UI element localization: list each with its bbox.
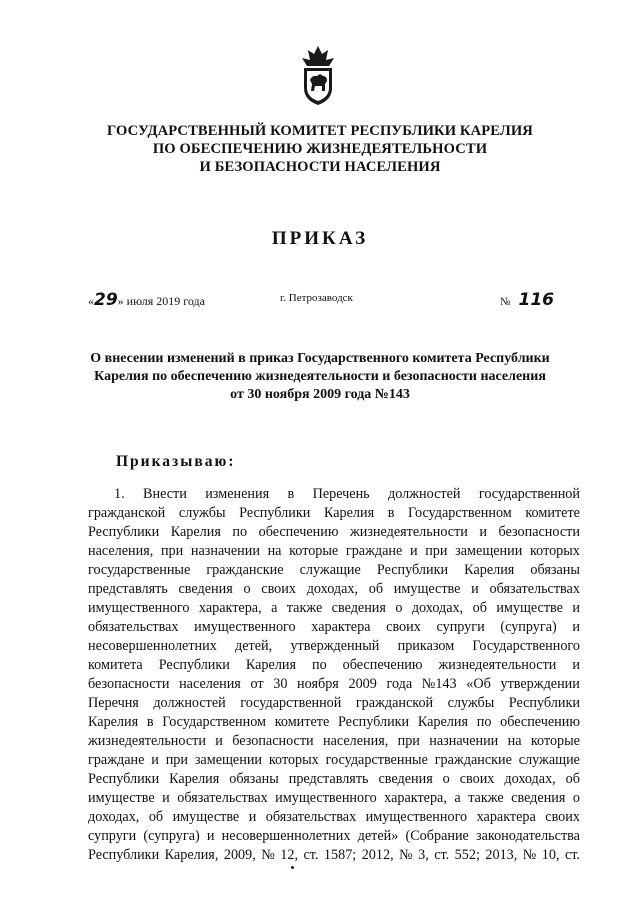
paragraph-word: 2012, <box>361 847 394 863</box>
paragraph-word: гражданские <box>434 752 512 768</box>
paragraph-word: 1587; <box>323 847 357 863</box>
paragraph-word: жизнедеятельности <box>88 733 206 749</box>
paragraph-word: года <box>386 676 413 692</box>
paragraph-word: и <box>572 619 580 635</box>
paragraph-word: имуществе <box>172 809 240 825</box>
paragraph-word: Государственного <box>472 638 580 654</box>
paragraph-word: Перечня <box>88 695 139 711</box>
paragraph-word: своих <box>261 581 296 597</box>
paragraph-word: обязательствах <box>489 581 580 597</box>
paragraph-word: о <box>395 600 403 616</box>
paragraph-word: обязательствах <box>88 619 179 635</box>
paragraph-word: Государственном <box>162 714 266 730</box>
paragraph-word: Республики <box>508 695 580 711</box>
date-prefix: « <box>88 294 94 308</box>
paragraph-word: доходах, <box>411 600 464 616</box>
paragraph-word: своих <box>386 619 421 635</box>
paragraph-word: Республики <box>337 714 410 730</box>
paragraph-word: при <box>165 752 188 768</box>
paragraph-word: Карелия, <box>164 847 219 863</box>
paragraph-word: ноября <box>297 676 339 692</box>
agency-line-2: ПО ОБЕСПЕЧЕНИЮ ЖИЗНЕДЕЯТЕЛЬНОСТИ <box>152 141 488 157</box>
paragraph-word: комитете <box>525 505 580 521</box>
paragraph-word: приказом <box>397 638 455 654</box>
paragraph-word: имуществе <box>393 581 461 597</box>
paragraph-word: Карелия <box>170 524 221 540</box>
paragraph-word: которых <box>268 752 319 768</box>
paragraph-word: замещении <box>455 543 523 559</box>
paragraph-word: безопасности <box>88 676 170 692</box>
order-number <box>500 290 554 310</box>
paragraph-word: при <box>397 733 420 749</box>
paragraph-word: от <box>250 676 264 692</box>
agency-name <box>60 122 580 176</box>
paragraph-word: супруги <box>88 828 137 844</box>
paragraph-word: законодательства <box>476 828 580 844</box>
agency-line-3: И БЕЗОПАСНОСТИ НАСЕЛЕНИЯ <box>199 159 441 175</box>
date-day-handwritten: 29 <box>94 290 118 310</box>
paragraph-word: характера <box>311 619 371 635</box>
paragraph-word: и <box>151 752 159 768</box>
paragraph-word: сведения <box>378 771 433 787</box>
paragraph-word: назначении <box>190 543 260 559</box>
paragraph-word: и <box>409 543 418 559</box>
paragraph-word: обеспечению <box>342 657 423 673</box>
paragraph-word: также <box>286 600 323 616</box>
paragraph-word: 552; <box>454 847 480 863</box>
paragraph-word: гражданской <box>355 695 434 711</box>
paragraph-word: служащие <box>518 752 580 768</box>
paragraph-line <box>88 523 580 542</box>
paragraph-line <box>88 675 580 694</box>
paragraph-word: замещении <box>194 752 263 768</box>
paragraph-word: имуществе <box>496 600 563 616</box>
paragraph-word: имущественного <box>275 790 377 806</box>
paragraph-word: Перечень <box>312 486 370 502</box>
paragraph-word: 2009, <box>223 847 256 863</box>
paragraph-word: комитете <box>274 714 330 730</box>
paragraph-word: служащие <box>299 562 361 578</box>
paragraph-word: по <box>232 524 248 540</box>
paragraph-word: сведения <box>331 600 386 616</box>
paragraph-word: а <box>454 790 461 806</box>
paragraph-word: № <box>399 847 413 863</box>
paragraph-word: гражданской <box>88 505 166 521</box>
paragraph-word: 2013, <box>485 847 518 863</box>
paragraph-word: несовершеннолетних <box>88 638 217 654</box>
paragraph-word: которые <box>530 733 580 749</box>
paragraph-word: Республики <box>158 657 230 673</box>
paragraph-word: а <box>271 600 278 616</box>
paragraph-word: ст. <box>564 847 580 863</box>
paragraph-word: обязаны <box>530 562 580 578</box>
paragraph-word: доходах, <box>88 809 140 825</box>
paragraph-word: жизнедеятельности <box>349 524 468 540</box>
paragraph-word: при <box>425 543 448 559</box>
paragraph-word: 2009 <box>348 676 377 692</box>
paragraph-word: детей» <box>357 828 399 844</box>
date-suffix: » июля 2019 года <box>117 294 205 308</box>
paragraph-word: имущественного <box>88 600 190 616</box>
paragraph-word: несовершеннолетних <box>221 828 351 844</box>
subject-line-1: О внесении изменений в приказ Государственного комитета Республики <box>90 351 550 366</box>
paragraph-word: государственной <box>478 486 580 502</box>
paragraph-word: об <box>565 771 580 787</box>
subject-line-3: от 30 ноября 2009 года №143 <box>230 387 410 402</box>
paragraph-word: утвержденный <box>290 638 380 654</box>
paragraph-word: населения <box>179 676 241 692</box>
paragraph-word: Республики <box>88 847 160 863</box>
paragraph-word: по <box>476 714 492 730</box>
paragraph-line <box>88 808 580 827</box>
paragraph-word: Государственном <box>408 505 512 521</box>
paragraph-word: 3, <box>418 847 429 863</box>
paragraph-word: супруги <box>436 619 485 635</box>
paragraph-word: назначении <box>429 733 499 749</box>
paragraph-line <box>88 656 580 675</box>
paragraph-word: Карелия <box>245 657 297 673</box>
paragraph-word: Республики <box>88 771 160 787</box>
paragraph-word: Республики <box>239 505 311 521</box>
karelia-coat-of-arms-icon <box>298 44 338 106</box>
paragraph-word: и <box>215 733 223 749</box>
paragraph-word: безопасности <box>232 733 314 749</box>
paragraph-word: ст. <box>303 847 319 863</box>
paragraph-word: Республики <box>376 562 449 578</box>
paragraph-word: и <box>162 790 170 806</box>
paragraph-line <box>88 542 580 561</box>
order-subject <box>60 350 580 404</box>
paragraph-line <box>88 827 580 846</box>
paragraph-word: и <box>479 524 487 540</box>
paragraph-word: безопасности <box>498 524 580 540</box>
paragraph-word: в <box>387 505 395 521</box>
paragraph-word: о <box>243 581 251 597</box>
paragraph-word: 10, <box>541 847 560 863</box>
paragraph-word: Карелия <box>464 562 515 578</box>
paragraph-word: своих <box>545 809 580 825</box>
paragraph-word: жизнедеятельности <box>438 657 557 673</box>
paragraph-word: №143 <box>421 676 457 692</box>
number-value-handwritten: 116 <box>518 290 554 310</box>
page-mark <box>291 866 294 869</box>
paragraph-word: должностей <box>153 695 226 711</box>
paragraph-word: имущественного <box>194 619 296 635</box>
paragraph-line <box>88 751 580 770</box>
paragraph-word: об <box>472 600 487 616</box>
paragraph-word: государственные <box>325 752 428 768</box>
paragraph-word: имущественного <box>365 809 468 825</box>
paragraph-word: о <box>572 790 580 806</box>
paragraph-word: (Собрание <box>405 828 469 844</box>
paragraph-word: Карелия <box>88 714 139 730</box>
paragraph-word: сведения <box>178 581 233 597</box>
paragraph-word: детей, <box>235 638 273 654</box>
paragraph-word: об <box>148 809 164 825</box>
paragraph-word: представлять <box>288 771 369 787</box>
paragraph-word: в <box>146 714 154 730</box>
paragraph-word: Карелия <box>417 714 469 730</box>
paragraph-word: на <box>507 733 522 749</box>
paragraph-word: характера <box>476 809 536 825</box>
paragraph-word: 1. <box>114 486 125 502</box>
paragraph-word: об <box>368 581 384 597</box>
subject-line-2: Карелия по обеспечению жизнедеятельности и безопасности населения <box>94 369 546 384</box>
paragraph-line <box>88 713 580 732</box>
paragraph-word: и <box>572 600 580 616</box>
paragraph-word: доходах, <box>306 581 359 597</box>
paragraph-word: по <box>312 657 327 673</box>
paragraph-word: имуществе <box>88 790 155 806</box>
order-command: Приказываю: <box>116 453 236 470</box>
paragraph-word: комитета <box>88 657 143 673</box>
paragraph-word: которых <box>530 543 580 559</box>
paragraph-line <box>88 580 580 599</box>
paragraph-word: Карелия <box>323 505 375 521</box>
paragraph-word: граждане <box>345 543 403 559</box>
paragraph-line <box>88 732 580 751</box>
paragraph-word: ст. <box>434 847 450 863</box>
paragraph-word: Республики <box>88 524 160 540</box>
paragraph-word: Внести <box>143 486 187 502</box>
paragraph-word: и <box>572 657 580 673</box>
paragraph-line <box>88 846 580 865</box>
paragraph-word: «Об <box>466 676 491 692</box>
paragraph-word: государственные <box>88 562 191 578</box>
paragraph-word: и <box>248 809 257 825</box>
paragraph-word: которые <box>289 543 339 559</box>
paragraph-line <box>88 789 580 808</box>
paragraph-word: сведения <box>511 790 566 806</box>
paragraph-word: обязательствах <box>177 790 268 806</box>
paragraph-line <box>88 770 580 789</box>
order-title: ПРИКАЗ <box>271 228 369 249</box>
paragraph-line <box>88 694 580 713</box>
paragraph-word: (супруга) <box>500 619 557 635</box>
number-label: № <box>500 296 511 308</box>
paragraph-word: № <box>522 847 537 863</box>
paragraph-word: 12, <box>280 847 298 863</box>
paragraph-word: (супруга) <box>143 828 200 844</box>
paragraph-word: 30 <box>273 676 288 692</box>
paragraph-word: доходах, <box>504 771 556 787</box>
paragraph-line <box>88 561 580 580</box>
paragraph-word: и <box>206 828 215 844</box>
order-meta-row <box>0 286 640 310</box>
paragraph-word: обязаны <box>229 771 279 787</box>
paragraph-line <box>88 599 580 618</box>
paragraph-line <box>88 485 580 504</box>
paragraph-word: № <box>261 847 275 863</box>
paragraph-line <box>88 504 580 523</box>
paragraph-word: на <box>267 543 282 559</box>
paragraph-word: обеспечению <box>258 524 339 540</box>
paragraph-word: обязательствах <box>265 809 357 825</box>
paragraph-word: гражданские <box>206 562 284 578</box>
order-paragraph-1 <box>88 485 580 865</box>
paragraph-word: и <box>471 581 479 597</box>
paragraph-word: изменения <box>205 486 270 502</box>
paragraph-word: своих <box>459 771 495 787</box>
paragraph-word: характера, <box>198 600 262 616</box>
paragraph-word: характера, <box>384 790 447 806</box>
paragraph-word: населения, <box>88 543 154 559</box>
paragraph-word: государственной <box>240 695 342 711</box>
paragraph-word: также <box>468 790 504 806</box>
paragraph-word: обеспечению <box>500 714 580 730</box>
agency-line-1: ГОСУДАРСТВЕННЫЙ КОМИТЕТ РЕСПУБЛИКИ КАРЕЛИЯ <box>107 123 533 139</box>
order-date <box>88 290 205 310</box>
paragraph-word: службы <box>178 505 226 521</box>
paragraph-word: в <box>287 486 295 502</box>
paragraph-line <box>88 637 580 656</box>
paragraph-word: о <box>442 771 450 787</box>
paragraph-word: должностей <box>388 486 461 502</box>
paragraph-line <box>88 618 580 637</box>
paragraph-word: Карелия <box>169 771 220 787</box>
paragraph-word: службы <box>447 695 495 711</box>
order-city: г. Петрозаводск <box>280 292 353 304</box>
paragraph-word: при <box>160 543 184 559</box>
paragraph-word: граждане <box>88 752 145 768</box>
paragraph-word: населения, <box>322 733 389 749</box>
paragraph-word: представлять <box>88 581 168 597</box>
paragraph-word: утверждении <box>500 676 580 692</box>
